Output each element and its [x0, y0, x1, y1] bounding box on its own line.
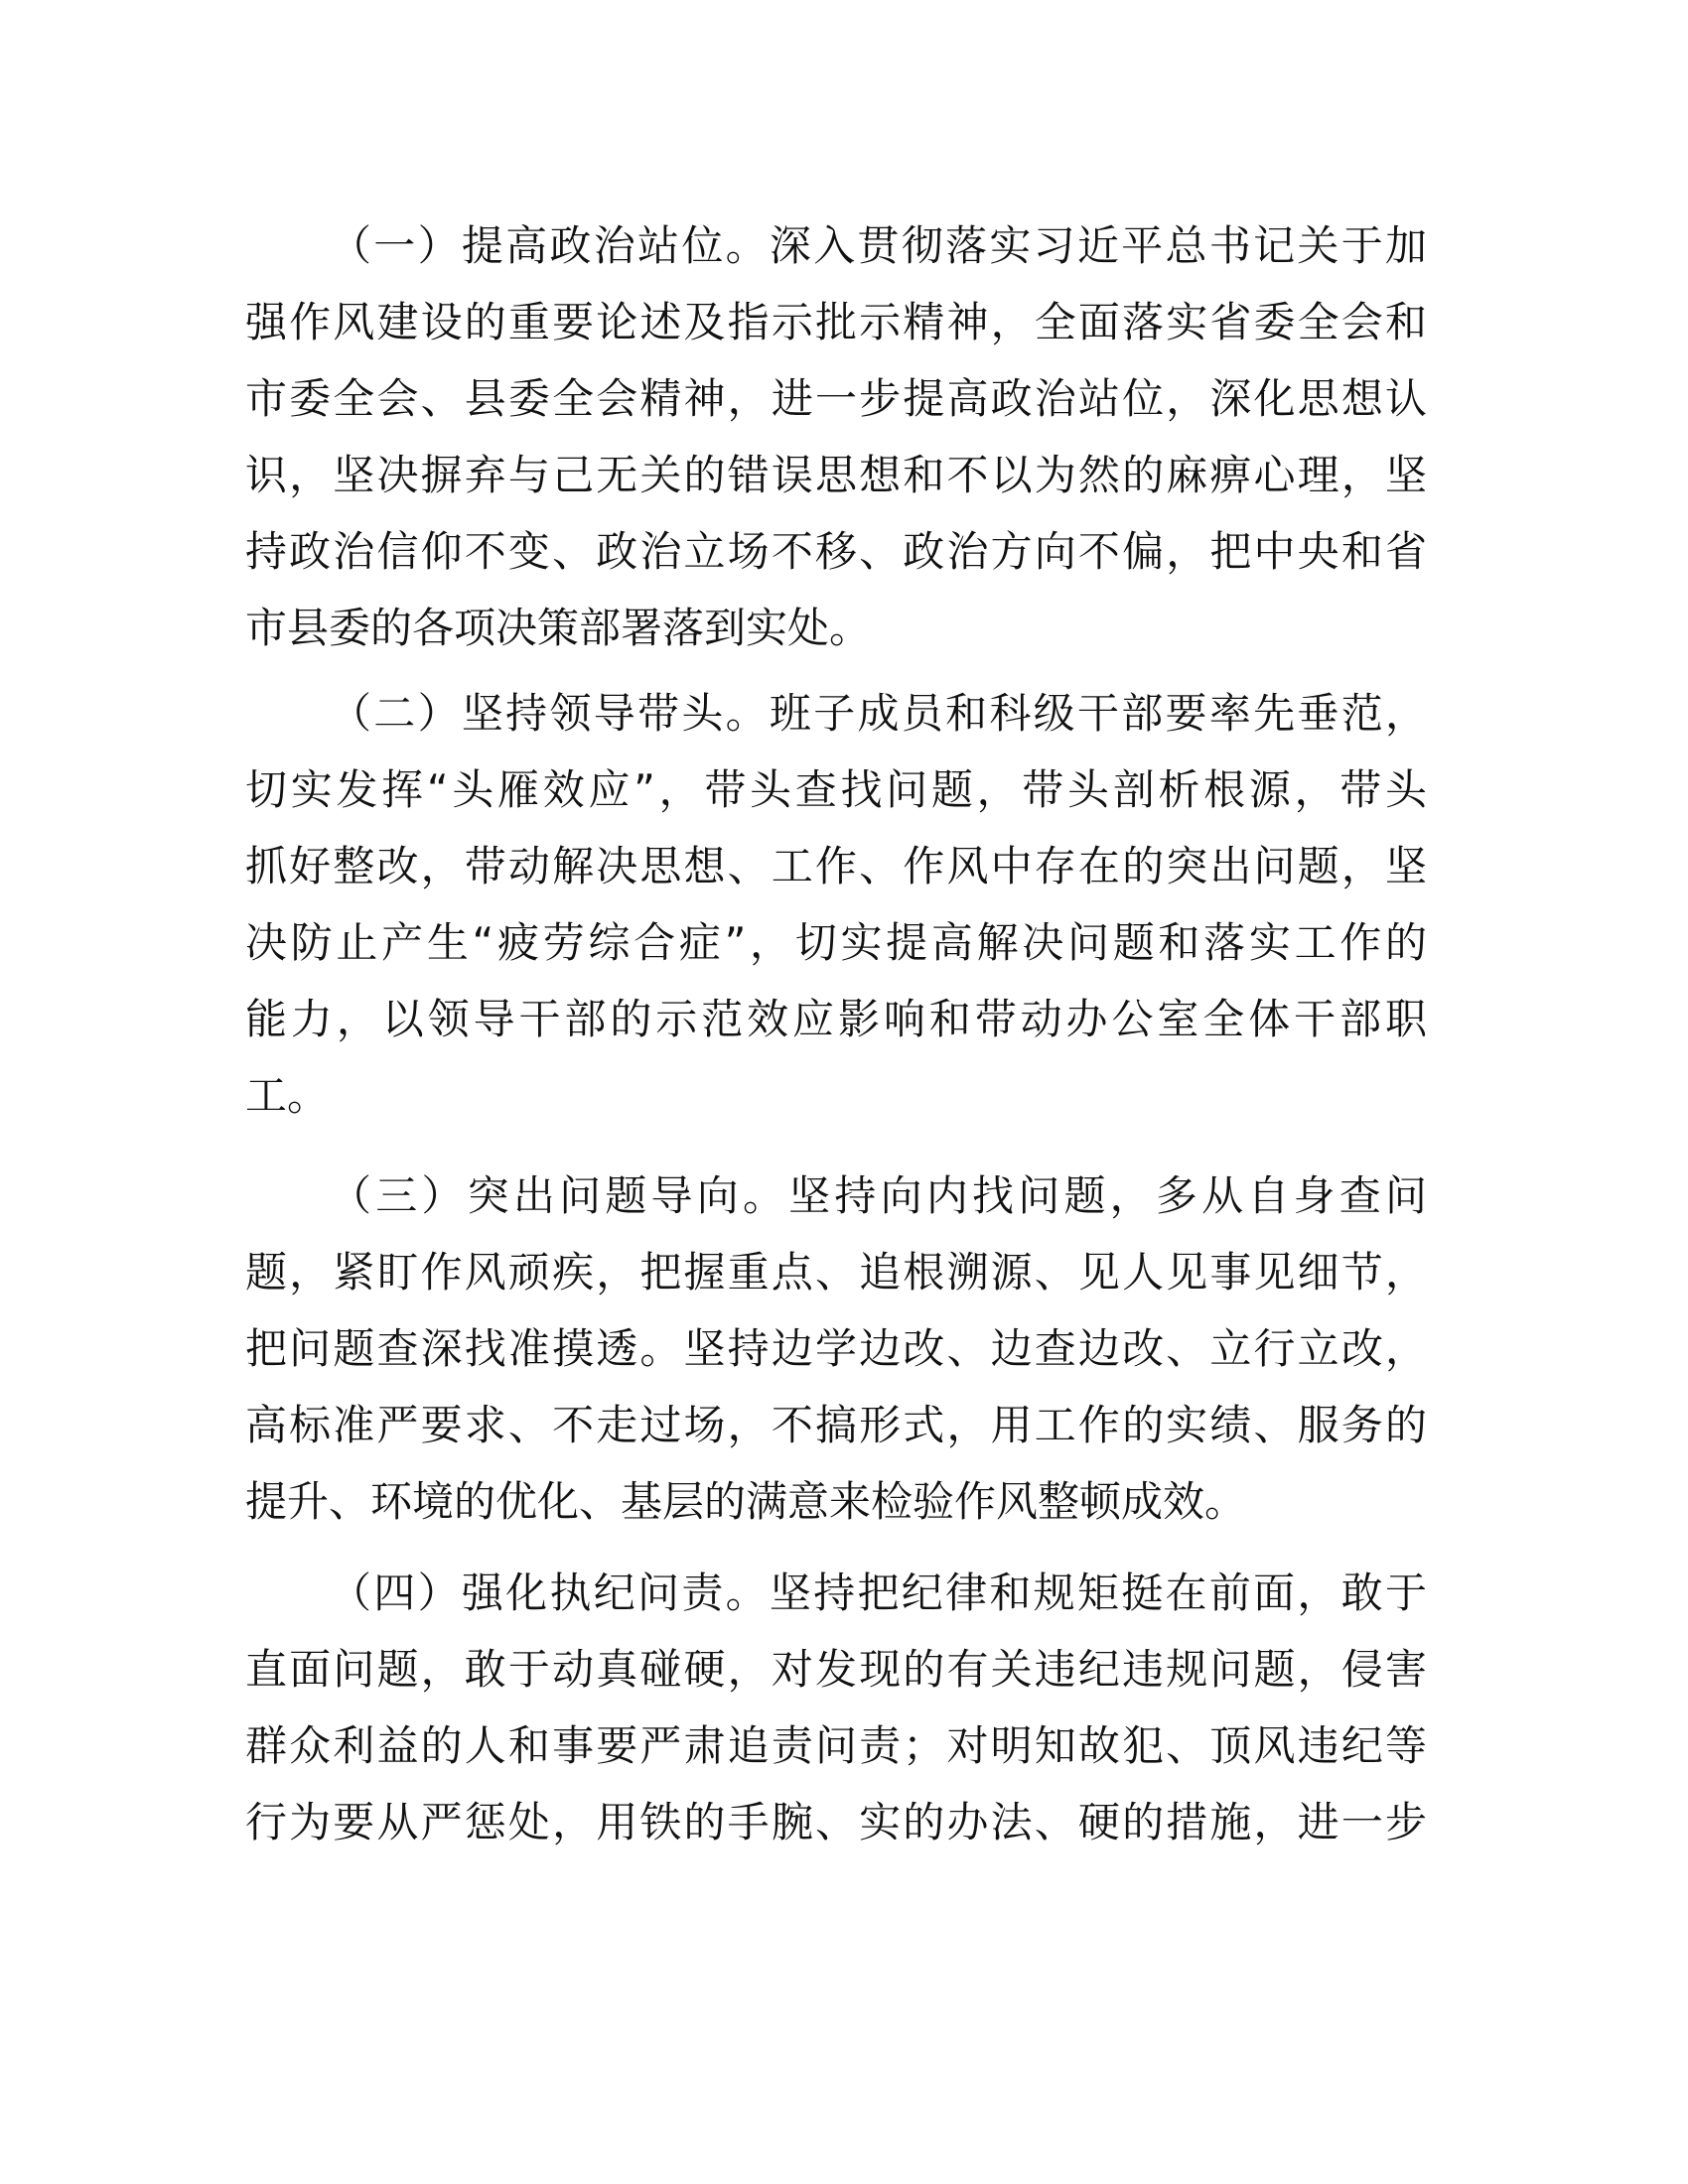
text-line: 提升、环境的优化、基层的满意来检验作风整顿成效。: [245, 1477, 1247, 1526]
paragraph-3: [245, 1158, 1427, 1540]
text-line: 能力，以领导干部的示范效应影响和带动办公室全体干部职: [245, 995, 1427, 1043]
text-line: 强作风建设的重要论述及指示批示精神，全面落实省委全会和: [245, 298, 1427, 346]
text-line: （三）突出问题导向。坚持向内找问题，多从自身查问: [330, 1171, 1427, 1220]
text-line: 题，紧盯作风顽疾，把握重点、追根溯源、见人见事见细节，: [245, 1248, 1427, 1297]
paragraph-2: [245, 675, 1427, 1134]
text-line: 行为要从严惩处，用铁的手腕、实的办法、硬的措施，进一步: [245, 1798, 1427, 1846]
text-line: 工。: [245, 1071, 330, 1120]
text-line: 切实发挥“头雁效应”，带头查找问题，带头剖析根源，带头: [245, 765, 1427, 814]
text-line: 决防止产生“疲劳综合症”，切实提高解决问题和落实工作的: [245, 918, 1427, 967]
text-line: 市委全会、县委全会精神，进一步提高政治站位，深化思想认: [245, 374, 1427, 423]
paragraph-4: [245, 1555, 1427, 1860]
text-line: （四）强化执纪问责。坚持把纪律和规矩挺在前面，敢于: [330, 1569, 1427, 1617]
paragraph-1: [245, 207, 1427, 666]
text-line: （二）坚持领导带头。班子成员和科级干部要率先垂范，: [330, 689, 1427, 738]
text-line: 高标准严要求、不走过场，不搞形式，用工作的实绩、服务的: [245, 1401, 1427, 1449]
text-line: 把问题查深找准摸透。坚持边学边改、边查边改、立行立改，: [245, 1324, 1427, 1373]
text-line: 市县委的各项决策部署落到实处。: [245, 604, 872, 652]
text-line: 群众利益的人和事要严肃追责问责；对明知故犯、顶风违纪等: [245, 1721, 1427, 1770]
text-line: 抓好整改，带动解决思想、工作、作风中存在的突出问题，坚: [245, 842, 1427, 890]
text-line: 持政治信仰不变、政治立场不移、政治方向不偏，把中央和省: [245, 527, 1427, 576]
text-line: 直面问题，敢于动真碰硬，对发现的有关违纪违规问题，侵害: [245, 1645, 1427, 1694]
text-line: （一）提高政治站位。深入贯彻落实习近平总书记关于加: [330, 221, 1427, 270]
text-line: 识，坚决摒弃与己无关的错误思想和不以为然的麻痹心理，坚: [245, 451, 1427, 499]
